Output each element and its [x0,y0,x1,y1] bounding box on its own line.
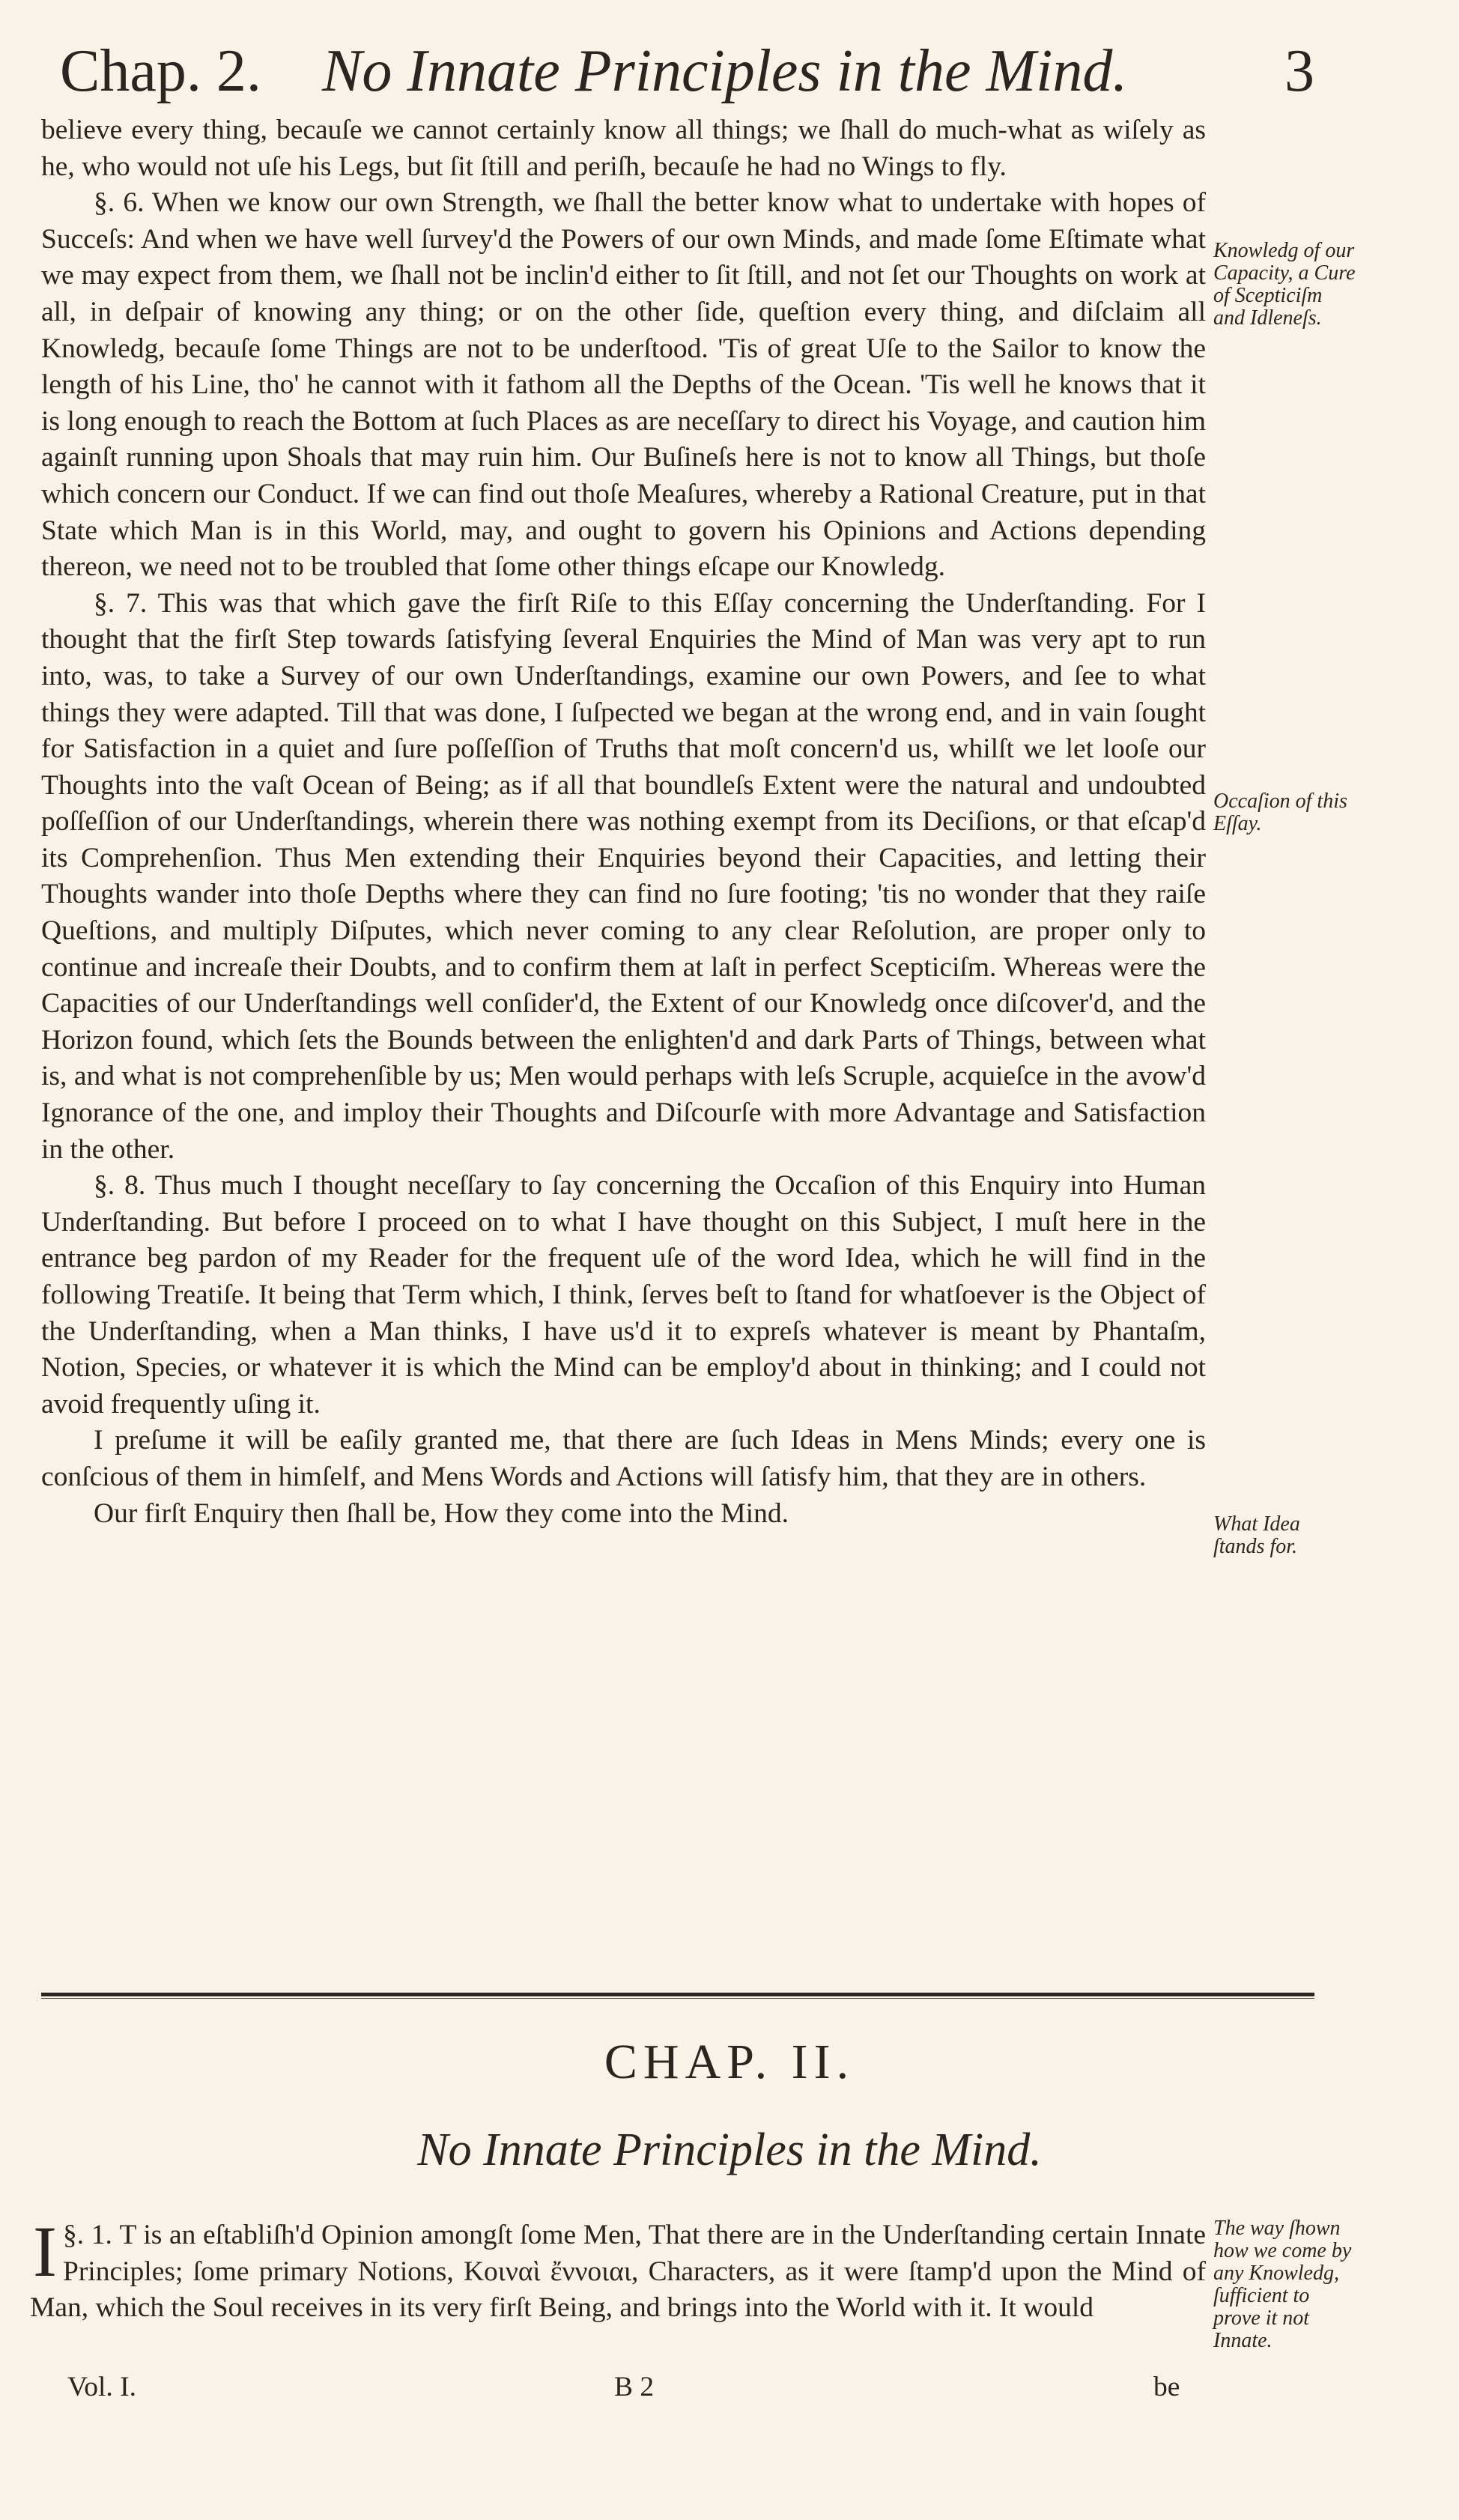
chapter-2-text [30,2211,1207,2327]
paragraph-section-6: §. 6. When we know our own Strength, we ſhall the better know what to undertake with hopes of Succeſs: And when we have well ſurvey'd the Powers of our own Minds, and made ſome Eſtimate what we may expect from them, we ſhall not be inclin'd either to ſit ſtill, and not ſet our Thoughts on work at all, in deſpair of knowing any thing; or on the other ſide, queſtion every thing, and diſclaim all Knowledg, becauſe ſome Things are not to be underſtood. 'Tis of great Uſe to the Sailor to know the length of his Line, tho' he cannot with it fathom all the Depths of the Ocean. 'Tis well he knows that it is long enough to reach the Bottom at ſuch Places as are neceſſary to direct his Voyage, and caution him againſt running upon Shoals that may ruin him. Our Buſineſs here is not to know all Things, but thoſe which concern our Conduct. If we can find out thoſe Meaſures, whereby a Rational Creature, put in that State which Man is in this World, may, and ought to govern his Opinions and Actions depending thereon, we need not to be troubled that ſome other things eſcape our Knowledg. [41,187,1206,583]
paragraph-first-enquiry: Our firſt Enquiry then ſhall be, How they come into the Mind. [94,1497,789,1529]
paragraph-chapter-2-section-1 [30,2211,1207,2327]
paragraph-continuation: believe every thing, becauſe we cannot certainly know all things; we ſhall do much-what as wiſely as he, who would not uſe his Legs, but ſit ſtill and periſh, becauſe he had no Wings to fly. [41,115,1206,182]
section-divider [41,1993,1314,1996]
paragraph-section-7: §. 7. This was that which gave the firſt Riſe to this Eſſay concerning the Underſtanding. For I thought that the firſt Step towards ſatisfying ſeveral Enquiries the Mind of Man was very apt to run into, was, to take a Survey of our own Underſtandings, examine our own Powers, and ſee to what things they were adapted. Till that was done, I ſuſpected we began at the wrong end, and in vain ſought for Satisfaction in a quiet and ſure poſſeſſion of Truths that moſt concern'd us, whilſt we let looſe our Thoughts into the vaſt Ocean of Being; as if all that boundleſs Extent were the natural and undoubted poſſeſſion of our Underſtandings, wherein there was nothing exempt from its Deciſions, or that eſcap'd its Comprehenſion. Thus Men extending their Enquiries beyond their Capacities, and letting their Thoughts wander into thoſe Depths where they can find no ſure footing; 'tis no wonder that they raiſe Queſtions, and multiply Diſputes, which never coming to any clear Reſolution, are proper only to continue and increaſe their Doubts, and to confirm them at laſt in perfect Scepticiſm. Whereas were the Capacities of our Underſtandings well conſider'd, the Extent of our Knowledg once diſcover'd, and the Horizon found, which ſets the Bounds between the enlighten'd and dark Parts of Things, between what is, and what is not comprehenſible by us; Men would perhaps with leſs Scruple, acquieſce in the avow'd Ignorance of the one, and imploy their Thoughts and Diſcourſe with more Advantage and Satisfaction in the other. [41,587,1206,1165]
main-text [41,112,1206,1532]
margin-note-idea: What Idea ſtands for. [1213,1512,1300,1558]
margin-note-knowledg: Knowledg of our Capacity, a Cure of Scepticiſm and Idleneſs. [1213,239,1356,330]
page-number: 3 [1284,38,1314,104]
section-mark: §. 1. [62,2220,112,2250]
signature-mark: B 2 [614,2372,655,2402]
running-head-chapter: Chap. 2. [60,38,261,104]
chapter-subtitle: No Innate Principles in the Mind. [417,2124,1042,2175]
paragraph-ideas: I preſume it will be eaſily granted me, that there are ſuch Ideas in Mens Minds; every one is conſcious of them in himſelf, and Mens Words and Actions will ſatisfy him, that they are in others. [41,1425,1206,1492]
paragraph-section-8: §. 8. Thus much I thought neceſſary to ſay concerning the Occaſion of this Enquiry into Human Underſtanding. But before I proceed on to what I have thought on this Subject, I muſt here in the entrance beg pardon of my Reader for the frequent uſe of the word Idea, which he will find in the following Treatiſe. It being that Term which, I think, ſerves beſt to ſtand for whatſoever is the Object of the Underſtanding, when a Man thinks, I have us'd it to expreſs whatever is meant by Phantaſm, Notion, Species, or whatever it is which the Mind can be employ'd about in thinking; and I could not avoid frequently uſing it. [41,1170,1206,1420]
running-head-title: No Innate Principles in the Mind. [322,38,1128,104]
chapter-heading: CHAP. II. [604,2035,855,2089]
margin-note-occasion: Occaſion of this Eſſay. [1213,790,1347,835]
volume-label: Vol. I. [67,2372,137,2402]
margin-note-way-shown: The way ſhown how we come by any Knowledg, ſufficient to prove it not Innate. [1213,2217,1352,2352]
catchword: be [1153,2372,1180,2402]
page-footer [60,2371,1228,2416]
drop-cap: I [33,2211,57,2292]
chapter-2-body: T is an eſtabliſh'd Opinion amongſt ſome Men, That there are in the Underſtanding certain Innate Principles; ſome primary Notions, Κοιναὶ ἔννοιαι, Characters, as it were ſtamp'd upon the Mind of Man, which the Soul receives in its very firſt Being, and brings into the World with it. It would [30,2220,1207,2324]
running-head [60,30,1408,112]
section-divider-thin [41,1998,1314,1999]
